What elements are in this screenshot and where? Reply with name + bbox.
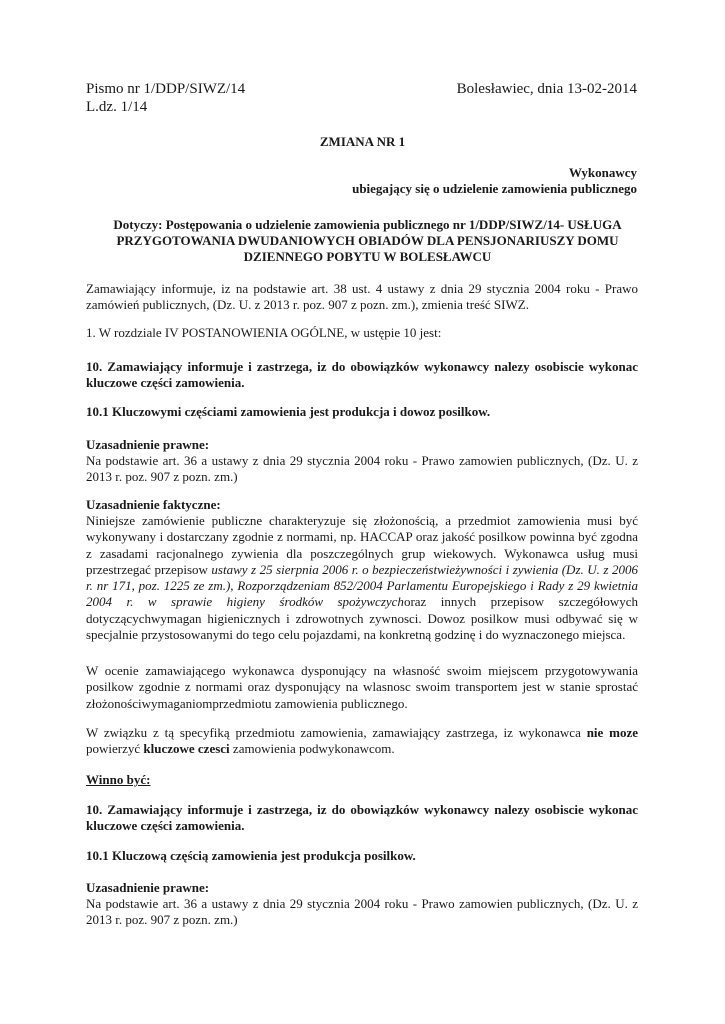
should-be-paragraph-10: 10. Zamawiający informuje i zastrzega, iz do obowiązków wykonawcy nalezy osobiscie wykonac kluczowe części zamowienia. xyxy=(86,802,638,834)
registry-number: L.dz. 1/14 xyxy=(86,99,148,115)
point-1: 1. W rozdziale IV POSTANOWIENIA OGÓLNE, w ustępie 10 jest: xyxy=(86,325,442,340)
should-be-heading: Winno być: xyxy=(86,772,151,787)
is-legal-text: Na podstawie art. 36 a ustawy z dnia 29 stycznia 2004 roku - Prawo zamowien publicznych, (Dz. U. z 2013 r. poz. 907 z pozn. zm.) xyxy=(86,453,638,485)
assessment-paragraph: W ocenie zamawiającego wykonawca dysponujący na własność swoim miejscem przygotowywania posilkow zgodnie z normami oraz dysponujący na wlasnosc swoim transportem jest w stanie sprostać złożonościwymaganiomprzedmiotu zamowienia publicznego. xyxy=(86,663,638,711)
is-legal-heading: Uzasadnienie prawne: xyxy=(86,437,210,452)
intro-paragraph: Zamawiający informuje, iz na podstawie art. 38 ust. 4 ustawy z dnia 29 stycznia 2004 roku - Prawo zamówień publicznych, (Dz. U. z 2013 r. poz. 907 z pozn. zm.), zmienia treść SIWZ. xyxy=(86,281,638,313)
document-title: ZMIANA NR 1 xyxy=(319,134,406,149)
addressee-line-1: Wykonawcy xyxy=(568,165,637,180)
conclusion-paragraph: W związku z tą specyfiką przedmiotu zamowienia, zamawiający zastrzega, iz wykonawca nie moze powierzyć kluczowe czesci zamowienia podwykonawcom. xyxy=(86,725,639,757)
should-be-legal-heading: Uzasadnienie prawne: xyxy=(86,880,210,895)
reference-number: Pismo nr 1/DDP/SIWZ/14 xyxy=(86,81,246,97)
is-paragraph-10-1: 10.1 Kluczowymi częściami zamowienia jest produkcja i dowoz posilkow. xyxy=(86,404,491,419)
subject-line-3: DZIENNEGO POBYTU W BOLESŁAWCU xyxy=(243,249,492,264)
subject-line-2: PRZYGOTOWANIA DWUDANIOWYCH OBIADÓW DLA PENSJONARIUSZY DOMU xyxy=(116,233,619,248)
is-factual-heading: Uzasadnienie faktyczne: xyxy=(86,497,221,512)
place-and-date: Bolesławiec, dnia 13-02-2014 xyxy=(456,81,637,97)
should-be-paragraph-10-1: 10.1 Kluczową częścią zamowienia jest produkcja posilkow. xyxy=(86,848,416,863)
addressee-line-2: ubiegający się o udzielenie zamowienia publicznego xyxy=(352,181,637,196)
is-factual-text: Niniejsze zamówienie publiczne charakteryzuje się złożonością, a przedmiot zamowienia musi być wykonywany i dostarczany zgodnie z normami, np. HACCAP oraz jakość posilkow powinna być zgodna z zasadami racjonalnego zywienia dla poszczególnych grup wiekowych. Wykonawca usług musi przestrzegać przepisow ustawy z 25 sierpnia 2006 r. o bezpieczeństwieżywności i zywienia (Dz. U. z 2006 r. nr 171, poz. 1225 ze zm.), Rozporządzeniam 852/2004 Parlamentu Europejskiego i Rady z 29 kwietnia 2004 r. w sprawie higieny środków spożywczychoraz innych przepisow szczegółowych dotyczącychwymagan higienicznych i zdrowotnych zywnosci. Dowoz posilkow musi odbywać się w specjalnie przystosowanymi do tego celu pojazdami, na konkretną godzinę i do wyznaczonego miejsca. xyxy=(86,513,638,643)
should-be-legal-text: Na podstawie art. 36 a ustawy z dnia 29 stycznia 2004 roku - Prawo zamowien publicznych, (Dz. U. z 2013 r. poz. 907 z pozn. zm.) xyxy=(86,896,638,928)
is-paragraph-10: 10. Zamawiający informuje i zastrzega, iz do obowiązków wykonawcy nalezy osobiscie wykonac kluczowe części zamowienia. xyxy=(86,359,638,391)
subject-line-1: Dotyczy: Postępowania o udzielenie zamowienia publicznego nr 1/DDP/SIWZ/14- USŁUGA xyxy=(113,217,622,232)
